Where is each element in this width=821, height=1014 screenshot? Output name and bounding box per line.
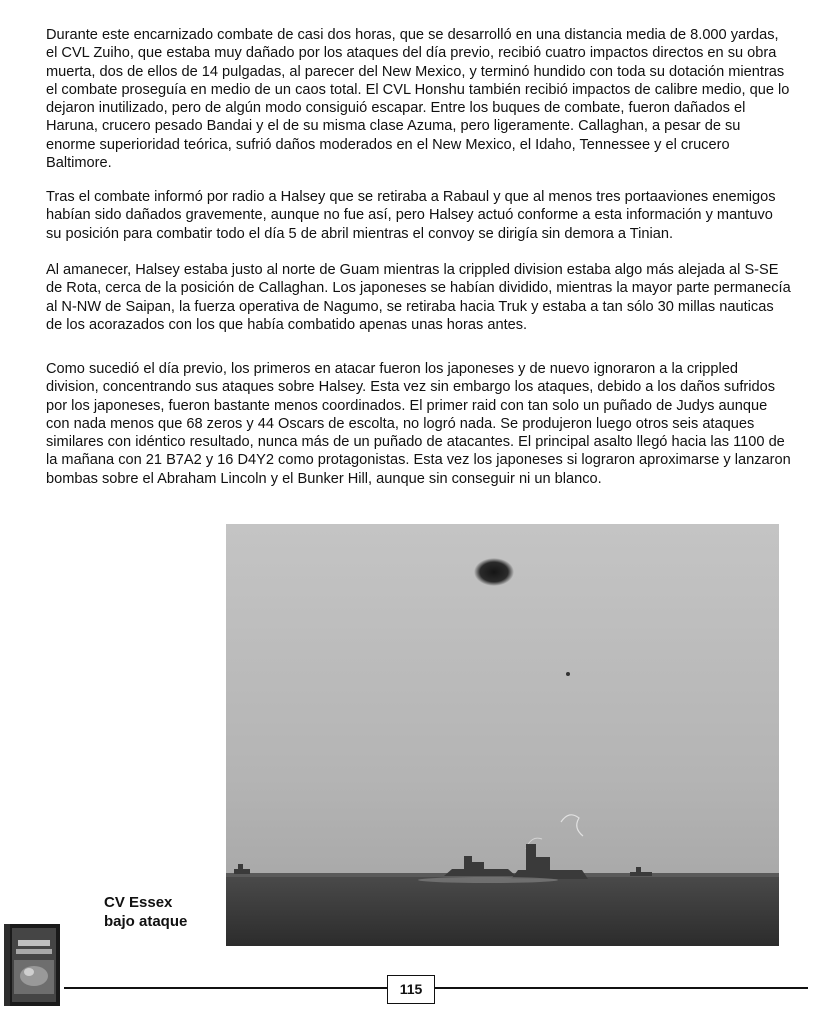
body-paragraph-4: Como sucedió el día previo, los primeros en atacar fueron los japoneses y de nuevo ignoraron a la crippled division, concentrando sus ataques sobre Halsey. Esta vez sin embargo los ataques, debido a los daños sufridos por los japoneses, fueron bastante menos coordinados. El primer raid con tan solo un puñado de Judys aunque con nada menos que 68 zeros y 44 Oscars de escolta, no logró nada. Se produjeron luego otros seis ataques similares con idéntico resultado, nunca más de un puñado de atacantes. El principal asalto llegó hacia las 1100 de la mañana con 21 B7A2 y 16 D4Y2 como protagonistas. Esta vez los japoneses si lograron aproximarse y lanzaron bombas sobre el Abraham Lincoln y el Bunker Hill, aunque sin conseguir ni un blanco. [46, 361, 791, 487]
essex-under-attack-photo [226, 524, 779, 946]
flak-burst [474, 558, 514, 586]
war-in-the-pacific-box-art [4, 924, 60, 1006]
body-paragraph-3: Al amanecer, Halsey estaba justo al norte de Guam mientras la crippled division estaba algo más alejada al S-SE de Rota, cerca de la posición de Callaghan. Los japoneses se habían dividido, mientras la mayor parte permanecía al N-NW de Saipan, la fuerza operativa de Nagumo, se retiraba hacia Truk y estaba a tan sólo 30 millas nauticas de los acorazados con los que había combatido apenas unas horas antes. [46, 262, 791, 333]
footer-rule [64, 987, 808, 989]
caption-line-1: CV Essex [104, 894, 173, 911]
photo-caption [104, 893, 219, 931]
body-paragraph-1: Durante este encarnizado combate de casi dos horas, que se desarrolló en una distancia media de 8.000 yardas, el CVL Zuiho, que estaba muy dañado por los ataques del día previo, recibió cuatro impactos directos en su obra muerta, dos de ellos de 14 pulgadas, al parecer del New Mexico, y terminó hundido con toda su dotación mientras el combate proseguía en medio de un caos total. El CVL Honshu también recibió impactos de calibre medio, que lo dejaron inutilizado, pero de algún modo consiguió escapar. Entre los buques de combate, fueron dañados el Haruna, crucero pesado Bandai y el de su misma clase Azuma, pero ligeramente. Callaghan, a pesar de su enorme superioridad teórica, sufrió daños moderados en el New Mexico, el Idaho, Tennessee y el crucero Baltimore. [46, 27, 790, 172]
page-number: 115 [387, 975, 435, 1004]
caption-line-2: bajo ataque [104, 913, 188, 930]
body-paragraph-2: Tras el combate informó por radio a Halsey que se retiraba a Rabaul y que al menos tres portaaviones enemigos habían sido dañados gravemente, aunque no fue así, pero Halsey actuó conforme a esta información y mantuvo su posición para combatir todo el día 5 de abril mientras el convoy se dirigía sin demora a Tinian. [46, 189, 776, 242]
